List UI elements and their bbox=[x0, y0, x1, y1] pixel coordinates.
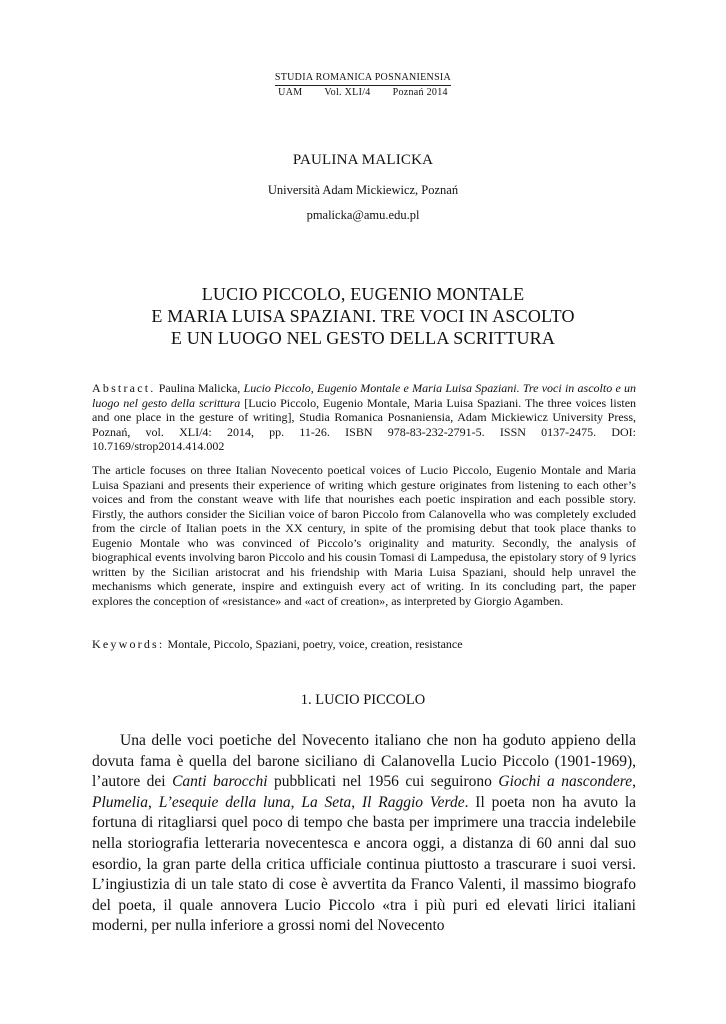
work-title-canti: Canti barocchi bbox=[172, 773, 268, 791]
journal-header bbox=[0, 72, 726, 98]
abstract-author: Paulina Malicka, bbox=[158, 381, 241, 395]
keywords-label: Keywords: bbox=[92, 637, 165, 651]
title-line-3: E UN LUOGO NEL GESTO DELLA SCRITTURA bbox=[170, 328, 556, 348]
title-line-1: LUCIO PICCOLO, EUGENIO MONTALE bbox=[201, 284, 525, 304]
abstract-citation: [Lucio Piccolo, Eugenio Montale, Maria Luisa Spaziani. The three voices listen and one place in the gesture of writing], Studia Romanica Posnaniensia, Adam Mickiewicz University Press, Poznań, vol. XLI/4: 2014, pp. 11-26. ISBN 978-83-232-2791-5. ISSN 0137-2475. DOI: 10.7169/strop2014.414.002 bbox=[92, 395, 637, 453]
place-year: Poznań 2014 bbox=[392, 87, 448, 98]
work-title-raggio: Il Raggio Verde bbox=[361, 793, 465, 811]
work-title-giochi: Giochi a nascondere bbox=[498, 773, 633, 791]
summary-paragraph: The article focuses on three Italian Novecento poetical voices of Lucio Piccolo, Eugenio Montale and Maria Luisa Spaziani and presents their experience of writing which gesture originates from listening to each other’s voices and from the constant weave with life that nourishes each poetic inspiration and each possible story. Firstly, the authors consider the Sicilian voice of baron Piccolo from Calanovella who was completely excluded from the circle of Italian poets in the XX century, in spite of the promising debut that took place thanks to Eugenio Montale who was convinced of Piccolo’s originality and maturity. Secondly, the analysis of biographical events involving baron Piccolo and his cousin Tomasi di Lampedusa, the epistolary story of 9 lyrics written by the Sicilian aristocrat and his friendship with Maria Luisa Spaziani, should help unravel the mechanisms which generate, inspire and extinguish every act of writing. In its concluding part, the paper explores the conception of «resistance» and «act of creation», as interpreted by Giorgio Agamben. bbox=[92, 463, 636, 608]
keywords-list: Montale, Piccolo, Spaziani, poetry, voice, creation, resistance bbox=[167, 637, 463, 651]
publisher: UAM bbox=[278, 87, 303, 98]
work-title-seta: La Seta bbox=[301, 793, 352, 811]
comma: , bbox=[351, 793, 356, 811]
author-block bbox=[0, 152, 726, 223]
comma: , bbox=[147, 793, 152, 811]
work-title-esequie: L’esequie della luna bbox=[158, 793, 291, 811]
keywords bbox=[92, 637, 636, 651]
journal-name: STUDIA ROMANICA POSNANIENSIA bbox=[275, 72, 451, 86]
work-title-plumelia: Plumelia bbox=[92, 793, 148, 811]
volume: Vol. XLI/4 bbox=[324, 87, 371, 98]
author-name: PAULINA MALICKA bbox=[292, 152, 434, 168]
body-text-2: pubblicati nel 1956 cui seguirono bbox=[274, 773, 492, 791]
section-heading: 1. LUCIO PICCOLO bbox=[300, 692, 426, 708]
comma: , bbox=[290, 793, 295, 811]
abstract-label: Abstract. bbox=[92, 381, 156, 395]
author-affiliation: Università Adam Mickiewicz, Poznań bbox=[267, 183, 459, 197]
comma: , bbox=[632, 773, 637, 791]
journal-meta bbox=[0, 87, 726, 98]
body-text-3: . Il poeta non ha avuto la fortuna di ritagliarsi quel poco di tempo che basta per imprimere una traccia indelebile nella storiografia letteraria novecentesca e ancora oggi, a distanza di 60 anni dal suo esordio, la gran parte della critica ufficiale continua piuttosto a trascurare i suoi versi. L’ingiustizia di un tale stato di cose è avvertita da Franco Valenti, il massimo biografo del poeta, il quale annovera Lucio Piccolo «tra i più puri ed elevati lirici italiani moderni, per nulla inferiore a grossi nomi del Novecento bbox=[92, 793, 637, 935]
title-line-2: E MARIA LUISA SPAZIANI. TRE VOCI IN ASCOLTO bbox=[151, 306, 575, 326]
paper-title bbox=[0, 283, 726, 349]
body-text-1: Una delle voci poetiche del Novecento italiano che non ha goduto appieno della dovuta fama è quella del barone siciliano di Calanovella Lucio Piccolo (1901-1969), l’autore dei bbox=[92, 732, 636, 791]
body-paragraph bbox=[92, 731, 636, 937]
abstract bbox=[92, 381, 636, 454]
author-email[interactable]: pmalicka@amu.edu.pl bbox=[306, 208, 420, 222]
abstract-title: Lucio Piccolo, Eugenio Montale e Maria Luisa Spaziani. Tre voci in ascolto e un luogo nel gesto della scrittura bbox=[92, 381, 637, 410]
